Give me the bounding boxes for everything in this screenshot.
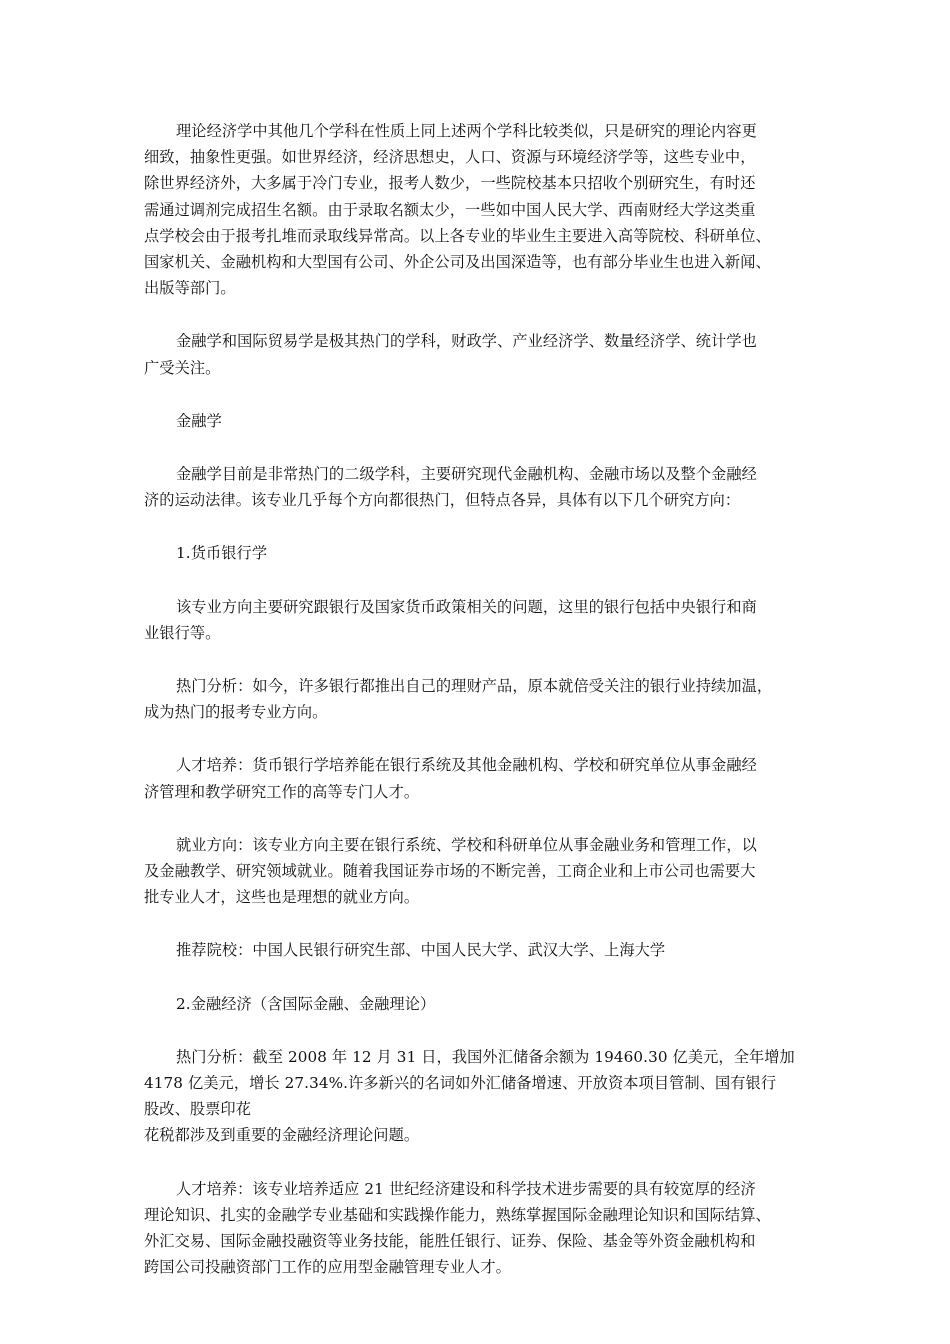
text-line: 人才培养：货币银行学培养能在银行系统及其他金融机构、学校和研究单位从事金融经 xyxy=(176,756,757,775)
text-line: 跨国公司投融资部门工作的应用型金融管理专业人才。 xyxy=(144,1258,511,1277)
text-line: 及金融教学、研究领域就业。随着我国证券市场的不断完善，工商企业和上市公司也需要大 xyxy=(144,862,756,881)
text-line: 2.金融经济（含国际金融、金融理论） xyxy=(176,994,436,1013)
text-line: 外汇交易、国际金融投融资等业务技能，能胜任银行、证券、保险、基金等外资金融机构和 xyxy=(144,1232,756,1251)
text-line: 4178 亿美元，增长 27.34%.许多新兴的名词如外汇储备增速、开放资本项目管制、国有银行 xyxy=(144,1074,777,1093)
text-line: 出版等部门。 xyxy=(144,279,236,298)
text-line: 金融学和国际贸易学是极其热门的学科，财政学、产业经济学、数量经济学、统计学也 xyxy=(176,332,757,351)
paragraph-p1 xyxy=(144,118,808,301)
document-page xyxy=(144,118,808,1308)
text-line: 需通过调剂完成招生名额。由于录取名额太少，一些如中国人民大学、西南财经大学这类重 xyxy=(144,200,756,219)
text-line: 业银行等。 xyxy=(144,623,221,642)
text-line: 点学校会由于报考扎堆而录取线异常高。以上各专业的毕业生主要进入高等院校、科研单位、 xyxy=(144,226,771,245)
text-line: 济的运动法律。该专业几乎每个方向都很热门，但特点各异，具体有以下几个研究方向： xyxy=(144,491,741,510)
paragraph-p5 xyxy=(144,540,808,566)
text-line: 1.货币银行学 xyxy=(176,544,268,563)
paragraph-p4 xyxy=(144,461,808,513)
text-line: 推荐院校：中国人民银行研究生部、中国人民大学、武汉大学、上海大学 xyxy=(176,941,666,960)
text-line: 该专业方向主要研究跟银行及国家货币政策相关的问题，这里的银行包括中央银行和商 xyxy=(176,597,757,616)
text-line: 国家机关、金融机构和大型国有公司、外企公司及出国深造等，也有部分毕业生也进入新闻、 xyxy=(144,253,771,272)
paragraph-p2 xyxy=(144,328,808,380)
text-line: 理论经济学中其他几个学科在性质上同上述两个学科比较类似，只是研究的理论内容更 xyxy=(176,122,757,140)
paragraph-p6 xyxy=(144,594,808,646)
text-line: 金融学目前是非常热门的二级学科，主要研究现代金融机构、金融市场以及整个金融经 xyxy=(176,465,757,484)
text-line: 除世界经济外，大多属于冷门专业，报考人数少，一些院校基本只招收个别研究生，有时还 xyxy=(144,174,756,193)
text-line: 成为热门的报考专业方向。 xyxy=(144,703,328,722)
text-line: 金融学 xyxy=(176,411,222,430)
paragraph-p7 xyxy=(144,673,808,725)
text-line: 就业方向：该专业方向主要在银行系统、学校和科研单位从事金融业务和管理工作，以 xyxy=(176,835,757,854)
text-line: 理论知识、扎实的金融学专业基础和实践操作能力，熟练掌握国际金融理论知识和国际结算、 xyxy=(144,1205,771,1224)
text-line: 广受关注。 xyxy=(144,358,221,377)
text-line: 热门分析：如今，许多银行都推出自己的理财产品，原本就倍受关注的银行业持续加温， xyxy=(176,677,773,696)
text-line: 人才培养：该专业培养适应 21 世纪经济建设和科学技术进步需要的具有较宽厚的经济 xyxy=(176,1179,756,1198)
paragraph-p12 xyxy=(144,1044,808,1149)
text-line: 花税都涉及到重要的金融经济理论问题。 xyxy=(144,1126,420,1145)
text-line: 批专业人才，这些也是理想的就业方向。 xyxy=(144,888,420,907)
text-line: 济管理和教学研究工作的高等专门人才。 xyxy=(144,782,420,801)
text-line: 股改、股票印花 xyxy=(144,1100,252,1119)
paragraph-p11 xyxy=(144,991,808,1017)
paragraph-p10 xyxy=(144,937,808,963)
paragraph-p9 xyxy=(144,832,808,911)
text-line: 热门分析：截至 2008 年 12 月 31 日，我国外汇储备余额为 19460.30 亿美元，全年增加 xyxy=(176,1047,795,1066)
paragraph-p8 xyxy=(144,752,808,804)
paragraph-p3 xyxy=(144,408,808,434)
paragraph-p13 xyxy=(144,1176,808,1281)
text-line: 细致，抽象性更强。如世界经济，经济思想史，人口、资源与环境经济学等，这些专业中， xyxy=(144,148,756,167)
